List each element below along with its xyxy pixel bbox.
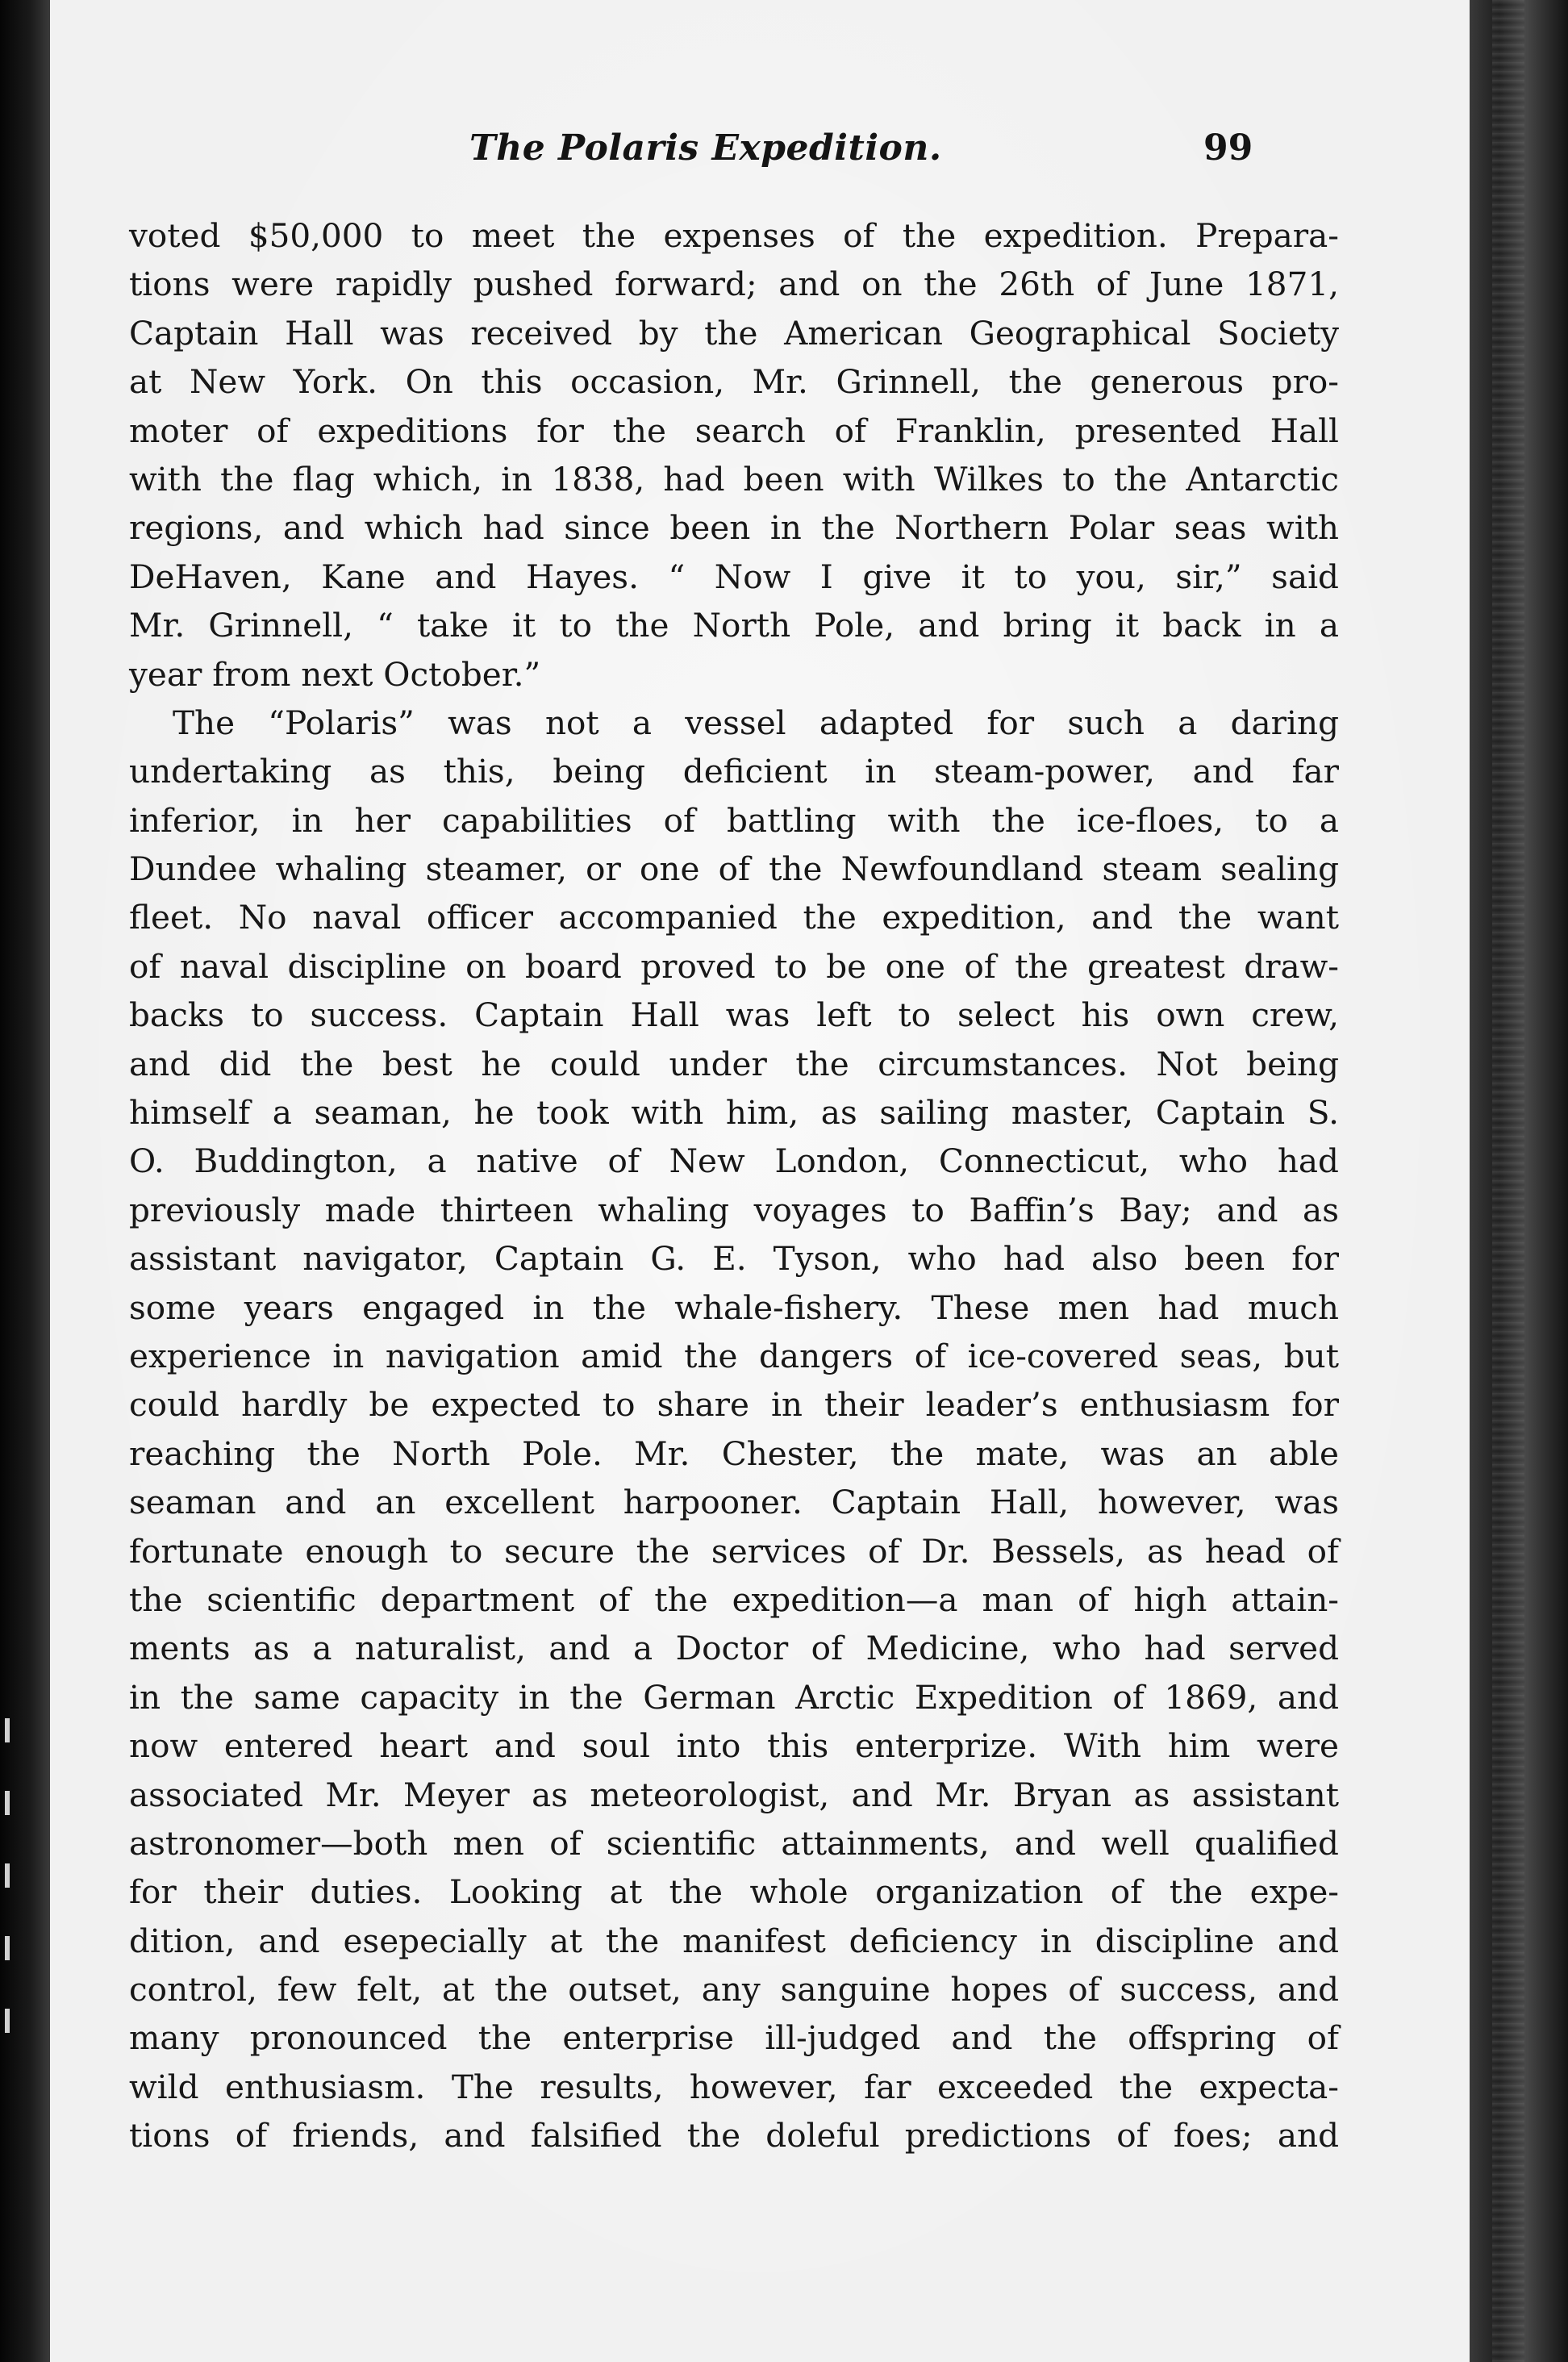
text-line: The “Polaris” was not a vessel adapted for such a daring — [173, 703, 1339, 742]
text-line: DeHaven, Kane and Hayes. “ Now I give it to you, sir,” said — [129, 557, 1339, 596]
text-line: some years engaged in the whale-fishery. These men had much — [129, 1287, 1339, 1327]
text-line: reaching the North Pole. Mr. Chester, the mate, was an able — [129, 1433, 1339, 1473]
margin-mark — [5, 2009, 10, 2033]
paragraph — [129, 211, 1339, 699]
margin-mark — [5, 1718, 10, 1742]
text-line: experience in navigation amid the dangers of ice-covered seas, but — [129, 1336, 1339, 1375]
text-line: at New York. On this occasion, Mr. Grinnell, the generous pro- — [129, 362, 1339, 402]
text-line: undertaking as this, being deficient in steam-power, and far — [129, 752, 1339, 791]
book-page — [50, 0, 1470, 2362]
text-line: tions were rapidly pushed forward; and on the 26th of June 1871, — [129, 265, 1339, 304]
text-line: ments as a naturalist, and a Doctor of Medicine, who had served — [129, 1629, 1339, 1668]
text-line: inferior, in her capabilities of battling with the ice-floes, to a — [129, 800, 1339, 840]
text-line: himself a seaman, he took with him, as sailing master, Captain S. — [129, 1093, 1339, 1133]
text-line: assistant navigator, Captain G. E. Tyson, who had also been for — [129, 1239, 1339, 1279]
text-line: astronomer—both men of scientific attainments, and well qualified — [129, 1823, 1339, 1863]
running-head — [50, 127, 1470, 176]
text-line: many pronounced the enterprise ill-judged and the offspring of — [129, 2018, 1339, 2058]
text-line: voted $50,000 to meet the expenses of the expedition. Prepara- — [129, 216, 1339, 255]
text-line: Dundee whaling steamer, or one of the Newfoundland steam sealing — [129, 849, 1339, 889]
text-line: control, few felt, at the outset, any sanguine hopes of success, and — [129, 1970, 1339, 2009]
text-line: fleet. No naval officer accompanied the expedition, and the want — [129, 898, 1339, 937]
margin-marks — [5, 1718, 21, 2081]
text-line: fortunate enough to secure the services of Dr. Bessels, as head of — [129, 1531, 1339, 1571]
body-text — [129, 211, 1339, 2160]
text-line: with the flag which, in 1838, had been with Wilkes to the Antarctic — [129, 459, 1339, 499]
running-title: The Polaris Expedition. — [469, 127, 942, 169]
text-line: moter of expeditions for the search of Franklin, presented Hall — [129, 411, 1339, 450]
text-line: wild enthusiasm. The results, however, far exceeded the expecta- — [129, 2067, 1339, 2106]
text-line: in the same capacity in the German Arctic Expedition of 1869, and — [129, 1677, 1339, 1717]
text-line: dition, and esepecially at the manifest deficiency in discipline and — [129, 1921, 1339, 1960]
text-line: for their duties. Looking at the whole organization of the expe- — [129, 1872, 1339, 1912]
margin-mark — [5, 1791, 10, 1815]
page-number: 99 — [1203, 127, 1253, 169]
margin-mark — [5, 1863, 10, 1888]
text-line: year from next October.” — [129, 654, 541, 694]
text-line: Mr. Grinnell, “ take it to the North Pole, and bring it back in a — [129, 606, 1339, 645]
text-line: regions, and which had since been in the Northern Polar seas with — [129, 508, 1339, 548]
text-line: seaman and an excellent harpooner. Captain Hall, however, was — [129, 1483, 1339, 1522]
text-line: backs to success. Captain Hall was left to select his own crew, — [129, 995, 1339, 1035]
text-line: the scientific department of the expedition—a man of high attain- — [129, 1580, 1339, 1619]
margin-mark — [5, 1936, 10, 1960]
text-line: now entered heart and soul into this enterprize. With him were — [129, 1726, 1339, 1766]
text-line: tions of friends, and falsified the doleful predictions of foes; and — [129, 2116, 1339, 2155]
text-line: could hardly be expected to share in their leader’s enthusiasm for — [129, 1385, 1339, 1425]
text-line: O. Buddington, a native of New London, Connecticut, who had — [129, 1141, 1339, 1181]
text-line: of naval discipline on board proved to be one of the greatest draw- — [129, 946, 1339, 986]
text-line: Captain Hall was received by the American Geographical Society — [129, 313, 1339, 353]
paragraph — [129, 699, 1339, 2160]
text-line: and did the best he could under the circumstances. Not being — [129, 1044, 1339, 1083]
text-line: previously made thirteen whaling voyages to Baffin’s Bay; and as — [129, 1190, 1339, 1229]
text-line: associated Mr. Meyer as meteorologist, and Mr. Bryan as assistant — [129, 1775, 1339, 1814]
scan-right-edge — [1470, 0, 1568, 2362]
